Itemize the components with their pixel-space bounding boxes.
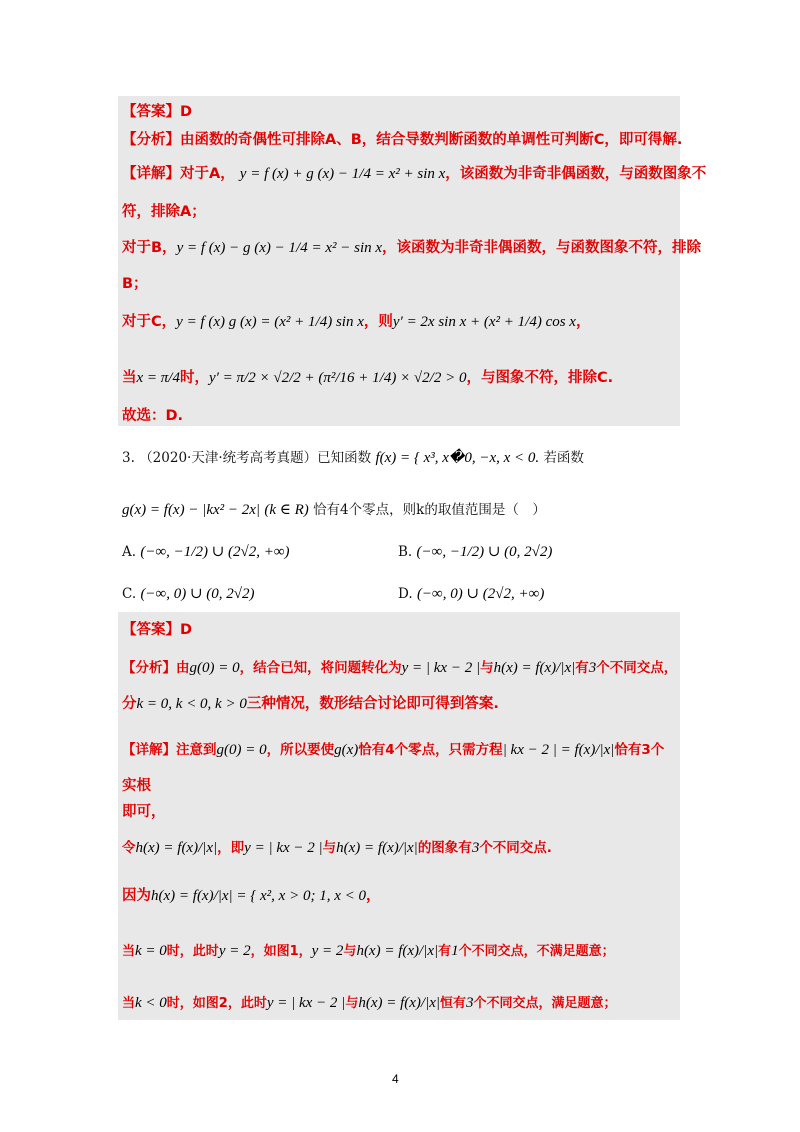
analysis-tag: 【分析】 <box>122 132 180 148</box>
text-line <box>122 404 183 425</box>
text: 符，排除A； <box>122 204 206 220</box>
text: 当 <box>122 370 137 386</box>
text: 对于B， <box>122 240 177 256</box>
text: 三种情况，数形结合讨论即可得到答案. <box>246 696 499 712</box>
answer-value: D <box>180 104 193 120</box>
text: 个不同交点. <box>479 840 552 856</box>
formula: h(x) = f(x)/|x| = { x², x > 0; 1, x < 0 <box>151 888 366 904</box>
detail-tag: 【详解】 <box>122 166 180 182</box>
formula: 3 <box>588 660 597 676</box>
text: 与 <box>345 996 359 1011</box>
option-text: (−∞, −1/2) ∪ (2√2, +∞) <box>140 544 290 560</box>
text: 当 <box>122 944 136 959</box>
option-text: (−∞, −1/2) ∪ (0, 2√2) <box>416 544 553 560</box>
text: 即可， <box>122 804 166 820</box>
question-number: 3. <box>122 450 135 466</box>
text: 时，如图2，此时 <box>166 996 267 1011</box>
formula: x = π/4 <box>136 370 180 386</box>
option-label: D. <box>398 586 413 602</box>
text: 时， <box>179 370 209 386</box>
text: 有 <box>575 660 589 676</box>
formula: h(x) = f(x)/|x| <box>356 943 439 959</box>
formula: y′ = π/2 × √2/2 + (π²/16 + 1/4) × √2/2 > 0 <box>208 370 467 386</box>
formula: g(0) = 0 <box>189 660 240 676</box>
formula: y = | kx − 2 | <box>266 995 346 1011</box>
text-line <box>122 692 499 713</box>
piecewise-f: f(x) = { x³, x�0, −x, x < 0. <box>375 450 540 466</box>
text: ，该函数为非奇非偶函数，与函数图象不 <box>445 166 707 182</box>
text: 与 <box>343 944 357 959</box>
formula: y = f (x) − g (x) − 1/4 = x² − sin x <box>176 240 383 256</box>
text: 恰有4个零点，只需方程 <box>358 742 503 758</box>
formula: h(x) = f(x)/|x| <box>493 660 576 676</box>
formula: y = | kx − 2 | <box>401 660 481 676</box>
question-3-stem <box>122 446 584 467</box>
text: 个不同交点，满足题意； <box>473 996 617 1011</box>
text: 故选：D. <box>122 408 184 424</box>
option-a[interactable] <box>122 542 290 561</box>
answer-value: D <box>180 622 193 638</box>
text-line <box>122 236 701 257</box>
text: ，则 <box>363 314 393 330</box>
formula: y = f (x) g (x) = (x² + 1/4) sin x <box>176 314 364 330</box>
answer-line <box>122 100 192 121</box>
text: ，即 <box>217 840 245 856</box>
formula: g(x) = f(x) − |kx² − 2x| <box>122 502 261 518</box>
formula: 3 <box>466 995 474 1011</box>
text: 实根 <box>122 778 151 794</box>
analysis-line <box>122 656 677 677</box>
text: ，如图1， <box>250 944 312 959</box>
text: 【分析】由 <box>122 660 190 676</box>
detail-line <box>122 162 706 183</box>
text-line <box>122 310 590 331</box>
text-line <box>122 272 148 293</box>
text: 若函数 <box>543 450 584 466</box>
text: ， <box>366 888 381 904</box>
answer-line <box>122 618 192 639</box>
option-d[interactable] <box>398 584 544 603</box>
option-text: (−∞, 0) ∪ (2√2, +∞) <box>416 586 545 602</box>
formula: h(x) = f(x)/|x| <box>135 840 218 856</box>
formula: h(x) = f(x)/|x| <box>336 840 418 856</box>
formula: y = | kx − 2 | <box>244 840 323 856</box>
text: 的图象有 <box>417 840 472 856</box>
text: ，该函数为非奇非偶函数，与函数图象不符，排除 <box>382 240 702 256</box>
text: 恰有3个 <box>614 742 665 758</box>
text: ， <box>575 314 591 330</box>
text: 当 <box>122 996 136 1011</box>
text-line <box>122 366 613 387</box>
formula: y = 2 <box>218 943 251 959</box>
formula: g(x) <box>334 742 359 758</box>
text-line <box>122 836 552 857</box>
text-line <box>122 884 381 905</box>
formula: y = 2 <box>311 943 344 959</box>
text: 令 <box>122 840 136 856</box>
formula: y′ = 2x sin x + (x² + 1/4) cos x <box>392 314 576 330</box>
formula: k < 0 <box>135 995 167 1011</box>
formula: h(x) = f(x)/|x| <box>358 995 440 1011</box>
formula: (k ∈ R) <box>264 502 309 518</box>
option-c[interactable] <box>122 584 255 603</box>
text: 时，此时 <box>166 944 219 959</box>
text-line <box>122 800 166 821</box>
formula: 1 <box>451 943 459 959</box>
analysis-text: 由函数的奇偶性可排除A、B，结合导数判断函数的单调性可判断C，即可得解. <box>180 132 683 148</box>
text-line <box>122 940 615 960</box>
formula: k = 0 <box>135 943 167 959</box>
option-label: A. <box>122 544 137 560</box>
option-label: C. <box>122 586 137 602</box>
text: 与 <box>480 660 494 676</box>
formula: 3 <box>471 840 480 856</box>
question-source: （2020·天津·统考高考真题）已知函数 <box>139 450 372 466</box>
answer-tag: 【答案】 <box>122 104 180 120</box>
text-line <box>122 774 151 795</box>
formula: | kx − 2 | = f(x)/|x| <box>502 742 615 758</box>
text: 有 <box>438 944 452 959</box>
text: ，所以要使 <box>266 742 335 758</box>
question-3-stem-2 <box>122 498 546 519</box>
text-line <box>122 200 206 221</box>
text: 个不同交点，不满足题意； <box>458 944 615 959</box>
text: 对于C， <box>122 314 177 330</box>
text: 因为 <box>122 888 151 904</box>
detail-line <box>122 738 664 759</box>
formula: g(0) = 0 <box>216 742 267 758</box>
text: 个不同交点， <box>596 660 678 676</box>
text: 【详解】注意到 <box>122 742 217 758</box>
text: ，与图象不符，排除C. <box>466 370 614 386</box>
formula: k = 0, k < 0, k > 0 <box>136 696 247 712</box>
text: 与 <box>322 840 337 856</box>
text-line <box>122 992 617 1012</box>
text: 分 <box>122 696 137 712</box>
text: 对于A， <box>180 166 235 182</box>
formula: y = f (x) + g (x) − 1/4 = x² + sin x <box>239 166 446 182</box>
option-label: B. <box>398 544 413 560</box>
text: B； <box>122 276 148 292</box>
answer-tag: 【答案】 <box>122 622 180 638</box>
text: ，结合已知，将问题转化为 <box>239 660 402 676</box>
analysis-line <box>122 128 682 149</box>
text: 恒有 <box>440 996 467 1011</box>
option-b[interactable] <box>398 542 552 561</box>
option-text: (−∞, 0) ∪ (0, 2√2) <box>140 586 255 602</box>
text: 恰有4个零点，则k的取值范围是（ ） <box>313 502 546 518</box>
page-number: 4 <box>392 1072 399 1086</box>
